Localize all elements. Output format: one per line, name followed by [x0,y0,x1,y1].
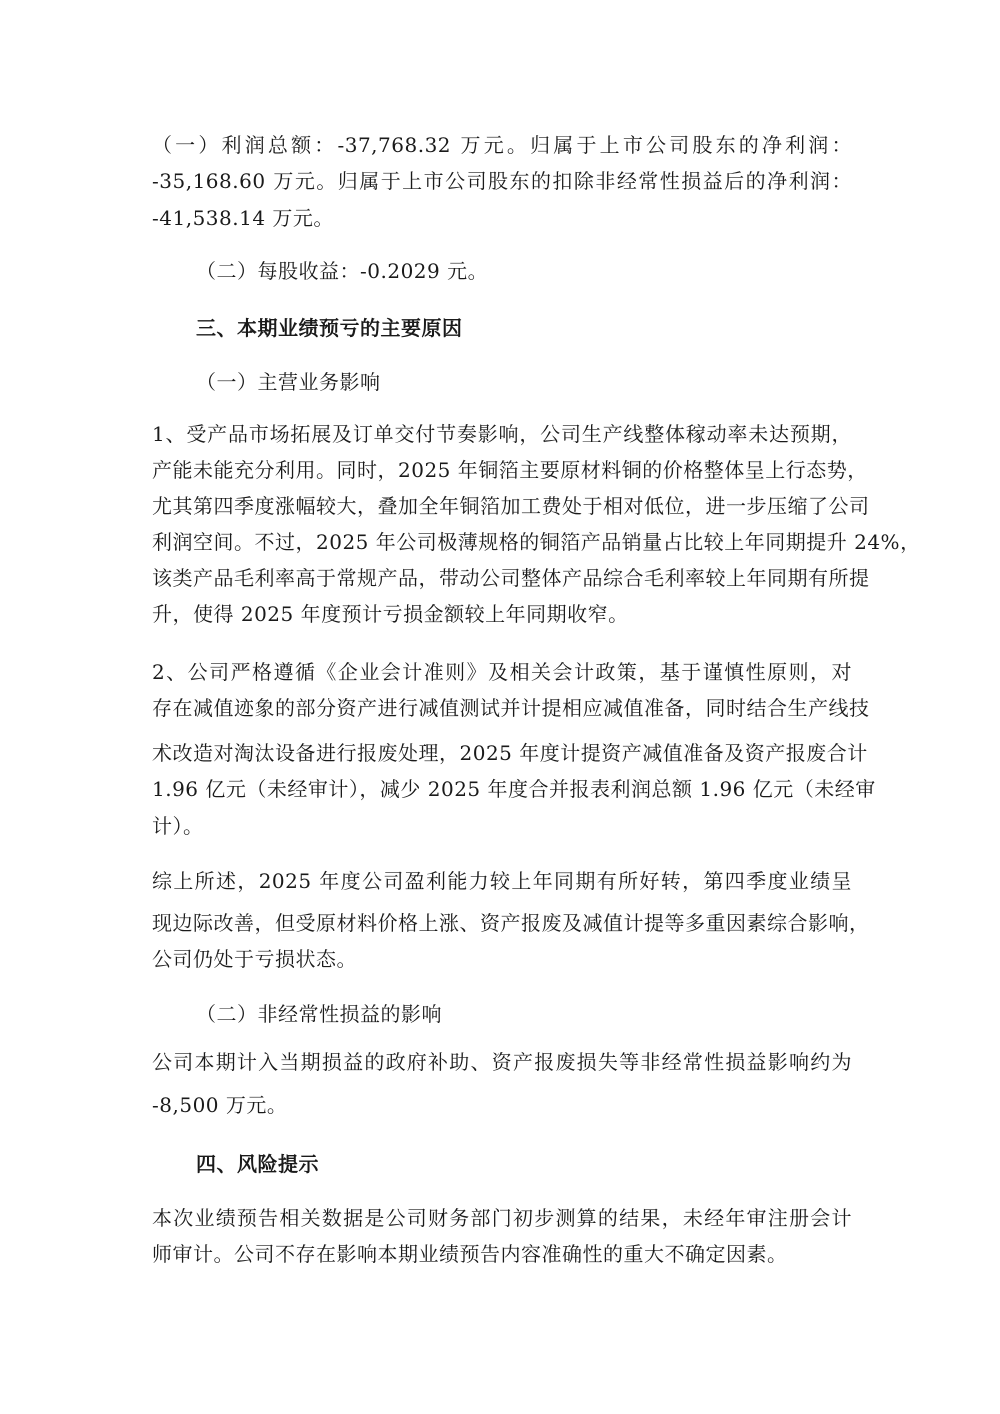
profit-line-3: -41,538.14 万元。 [152,206,334,230]
summary-line-3: 公司仍处于亏损状态。 [152,947,357,971]
non-recurring-line-1: 公司本期计入当期损益的政府补助、资产报废损失等非经常性损益影响约为 [152,1050,852,1074]
summary-line-2: 现边际改善，但受原材料价格上涨、资产报废及减值计提等多重因素综合影响， [152,911,870,935]
para1-line-5: 该类产品毛利率高于常规产品，带动公司整体产品综合毛利率较上年同期有所提 [152,566,870,590]
para1-line-6: 升，使得 2025 年度预计亏损金额较上年同期收窄。 [152,602,629,626]
eps-line: （二）每股收益：-0.2029 元。 [196,259,489,283]
summary-line-1: 综上所述，2025 年度公司盈利能力较上年同期有所好转，第四季度业绩呈 [152,869,852,893]
section-heading-reasons: 三、本期业绩预亏的主要原因 [196,316,463,340]
para1-line-4: 利润空间。不过，2025 年公司极薄规格的铜箔产品销量占比较上年同期提升 24%， [152,530,921,554]
para2-line-4: 1.96 亿元（未经审计），减少 2025 年度合并报表利润总额 1.96 亿元（未经审 [152,777,876,801]
subheading-non-recurring: （二）非经常性损益的影响 [196,1002,442,1026]
para2-line-5: 计）。 [152,814,204,838]
profit-line-2: -35,168.60 万元。归属于上市公司股东的扣除非经常性损益后的净利润： [152,169,852,193]
profit-line-1: （一）利润总额：-37,768.32 万元。归属于上市公司股东的净利润： [152,133,852,157]
para1-line-1: 1、受产品市场拓展及订单交付节奏影响，公司生产线整体稼动率未达预期， [152,422,852,446]
para1-line-3: 尤其第四季度涨幅较大，叠加全年铜箔加工费处于相对低位，进一步压缩了公司 [152,494,870,518]
para2-line-2: 存在减值迹象的部分资产进行减值测试并计提相应减值准备，同时结合生产线技 [152,696,870,720]
risk-line-1: 本次业绩预告相关数据是公司财务部门初步测算的结果，未经年审注册会计 [152,1206,852,1230]
para1-line-2: 产能未能充分利用。同时，2025 年铜箔主要原材料铜的价格整体呈上行态势， [152,458,868,482]
para2-line-1: 2、公司严格遵循《企业会计准则》及相关会计政策，基于谨慎性原则，对 [152,660,852,684]
para2-line-3: 术改造对淘汰设备进行报废处理，2025 年度计提资产减值准备及资产报废合计 [152,741,868,765]
non-recurring-line-2: -8,500 万元。 [152,1093,288,1117]
risk-line-2: 师审计。公司不存在影响本期业绩预告内容准确性的重大不确定因素。 [152,1242,788,1266]
subheading-main-business: （一）主营业务影响 [196,370,381,394]
section-heading-risk: 四、风险提示 [196,1152,319,1176]
